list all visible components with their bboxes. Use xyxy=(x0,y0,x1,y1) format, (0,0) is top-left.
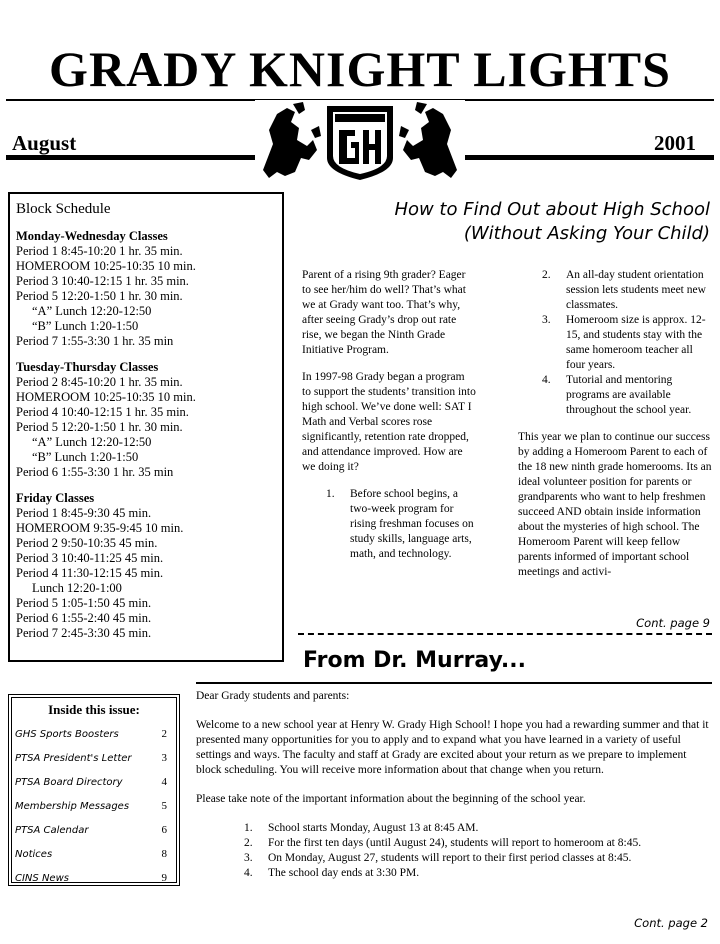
list-item xyxy=(518,268,714,313)
letter-greeting: Dear Grady students and parents: xyxy=(196,690,350,702)
list-text: Tutorial and mentoring programs are available throughout the school year. xyxy=(566,374,692,416)
article-list xyxy=(302,487,476,562)
toc-row[interactable] xyxy=(9,770,179,794)
murray-section-title: From Dr. Murray... xyxy=(303,648,526,673)
list-item xyxy=(196,851,710,866)
schedule-line: Period 7 2:45-3:30 45 min. xyxy=(16,626,152,640)
article-column-1 xyxy=(302,268,476,562)
schedule-line: Period 2 9:50-10:35 45 min. xyxy=(16,536,158,550)
list-text: School starts Monday, August 13 at 8:45 AM. xyxy=(268,822,479,834)
toc-label: PTSA Calendar xyxy=(15,824,89,836)
toc-row[interactable] xyxy=(9,746,179,770)
toc-row[interactable] xyxy=(9,818,179,842)
toc-label: GHS Sports Boosters xyxy=(15,728,119,740)
toc-page: 5 xyxy=(161,800,167,812)
gh-shield-icon xyxy=(327,106,393,180)
schedule-line: Period 4 10:40-12:15 1 hr. 35 min. xyxy=(16,405,189,419)
inside-this-issue-box xyxy=(8,694,180,886)
toc-label: PTSA President's Letter xyxy=(15,752,132,764)
schedule-line: “A” Lunch 12:20-12:50 xyxy=(32,435,152,449)
toc-row[interactable] xyxy=(9,722,179,746)
toc-label: CINS News xyxy=(15,872,69,884)
list-number: 3. xyxy=(542,314,551,326)
list-text: Homeroom size is approx. 12-15, and students stay with the same homeroom teacher all four years. xyxy=(566,314,706,371)
section-divider xyxy=(298,633,712,635)
list-text: An all-day student orientation session lets students meet new classmates. xyxy=(566,269,706,311)
schedule-line: Period 7 1:55-3:30 1 hr. 35 min xyxy=(16,334,174,348)
list-item xyxy=(196,866,710,881)
block-schedule-title: Block Schedule xyxy=(16,201,111,217)
list-item xyxy=(196,836,710,851)
letter-paragraph: Please take note of the important information about the beginning of the school year. xyxy=(196,793,586,805)
list-number: 1. xyxy=(244,822,253,834)
newsletter-title: GRADY KNIGHT LIGHTS xyxy=(49,41,671,97)
issue-year: 2001 xyxy=(654,131,696,155)
schedule-line: Period 5 12:20-1:50 1 hr. 30 min. xyxy=(16,289,183,303)
article-title-line1: How to Find Out about High School xyxy=(394,199,710,220)
toc-page: 2 xyxy=(161,728,167,740)
article-continued-label: Cont. page 9 xyxy=(636,616,710,630)
schedule-line: HOMEROOM 10:25-10:35 10 min. xyxy=(16,390,196,404)
letter-list xyxy=(196,821,710,881)
toc-row[interactable] xyxy=(9,794,179,818)
schedule-group-mon-wed xyxy=(16,229,276,349)
list-number: 2. xyxy=(244,837,253,849)
list-number: 3. xyxy=(244,852,253,864)
toc-page: 9 xyxy=(161,872,167,884)
school-crest-logo xyxy=(255,100,465,184)
list-number: 1. xyxy=(326,488,335,500)
toc-row[interactable] xyxy=(9,866,179,890)
schedule-line: Period 5 12:20-1:50 1 hr. 30 min. xyxy=(16,420,183,434)
toc-page: 4 xyxy=(161,776,167,788)
schedule-line: Period 6 1:55-2:40 45 min. xyxy=(16,611,152,625)
article-title xyxy=(298,198,710,246)
schedule-line: Period 5 1:05-1:50 45 min. xyxy=(16,596,152,610)
list-text: For the first ten days (until August 24), students will report to homeroom at 8:45. xyxy=(268,837,642,849)
toc-label: Membership Messages xyxy=(15,800,130,812)
letter-continued-label: Cont. page 2 xyxy=(634,916,708,930)
toc-label: PTSA Board Directory xyxy=(15,776,123,788)
schedule-line: Period 6 1:55-3:30 1 hr. 35 min xyxy=(16,465,174,479)
list-item xyxy=(302,487,476,562)
article-paragraph: In 1997-98 Grady began a program to support the students’ transition into high school. We’ve done well: SAT I Math and Verbal scores rose significantly, retention rate dropped, and attendance improved. How are we doing it? xyxy=(302,371,476,473)
toc-page: 3 xyxy=(161,752,167,764)
schedule-heading: Tuesday-Thursday Classes xyxy=(16,360,159,374)
schedule-line: Period 4 11:30-12:15 45 min. xyxy=(16,566,164,580)
block-schedule-box xyxy=(8,192,284,662)
schedule-line: “B” Lunch 1:20-1:50 xyxy=(32,450,139,464)
schedule-line: HOMEROOM 9:35-9:45 10 min. xyxy=(16,521,184,535)
schedule-line: Period 1 8:45-10:20 1 hr. 35 min. xyxy=(16,244,183,258)
schedule-line: “A” Lunch 12:20-12:50 xyxy=(32,304,152,318)
schedule-group-friday xyxy=(16,491,276,641)
article-paragraph: Parent of a rising 9th grader? Eager to see her/him do well? That’s what we at Grady want too. That’s why, after seeing Grady’s drop out rate rise, we began the Ninth Grade Initiative Program. xyxy=(302,269,466,356)
list-item xyxy=(518,373,714,418)
list-number: 4. xyxy=(244,867,253,879)
schedule-heading: Friday Classes xyxy=(16,491,95,505)
list-text: Before school begins, a two-week program for rising freshman focuses on study skills, language arts, math, and technology. xyxy=(350,488,474,560)
schedule-line: Period 3 10:40-12:15 1 hr. 35 min. xyxy=(16,274,189,288)
list-text: On Monday, August 27, students will report to their first period classes at 8:45. xyxy=(268,852,632,864)
murray-letter xyxy=(196,689,710,881)
list-item xyxy=(518,313,714,373)
inside-title: Inside this issue: xyxy=(48,702,140,717)
schedule-group-tue-thu xyxy=(16,360,276,480)
schedule-line: Period 3 10:40-11:25 45 min. xyxy=(16,551,164,565)
toc-label: Notices xyxy=(15,848,53,860)
list-number: 4. xyxy=(542,374,551,386)
schedule-heading: Monday-Wednesday Classes xyxy=(16,229,168,243)
article-paragraph: This year we plan to continue our success by adding a Homeroom Parent to each of the 18 new ninth grade homerooms. Its an ideal volunteer position for parents or grandparents who want to help freshmen succeed AND obtain inside information about the mysteries of high school. The Homeroom Parent will keep fellow parents informed of important school meetings and activi- xyxy=(518,431,712,578)
schedule-line: HOMEROOM 10:25-10:35 10 min. xyxy=(16,259,196,273)
schedule-line: Lunch 12:20-1:00 xyxy=(32,581,122,595)
article-list xyxy=(518,268,714,418)
toc-page: 8 xyxy=(161,848,167,860)
schedule-line: “B” Lunch 1:20-1:50 xyxy=(32,319,139,333)
letter-paragraph: Welcome to a new school year at Henry W. Grady High School! I hope you had a rewarding summer and that it presented many opportunities for you to apply and to expand what you have learned in a variety of useful settings and ways. The faculty and staff at Grady are excited about your return as we prepare to implement block scheduling. You will receive more information about that change when you return. xyxy=(196,719,709,776)
list-text: The school day ends at 3:30 PM. xyxy=(268,867,420,879)
article-title-line2: (Without Asking Your Child) xyxy=(463,223,710,244)
murray-title-rule xyxy=(196,682,712,684)
list-number: 2. xyxy=(542,269,551,281)
toc-row[interactable] xyxy=(9,842,179,866)
article-column-2 xyxy=(518,268,714,592)
toc-page: 6 xyxy=(161,824,167,836)
schedule-line: Period 2 8:45-10:20 1 hr. 35 min. xyxy=(16,375,183,389)
issue-month: August xyxy=(12,131,77,155)
schedule-line: Period 1 8:45-9:30 45 min. xyxy=(16,506,152,520)
list-item xyxy=(196,821,710,836)
